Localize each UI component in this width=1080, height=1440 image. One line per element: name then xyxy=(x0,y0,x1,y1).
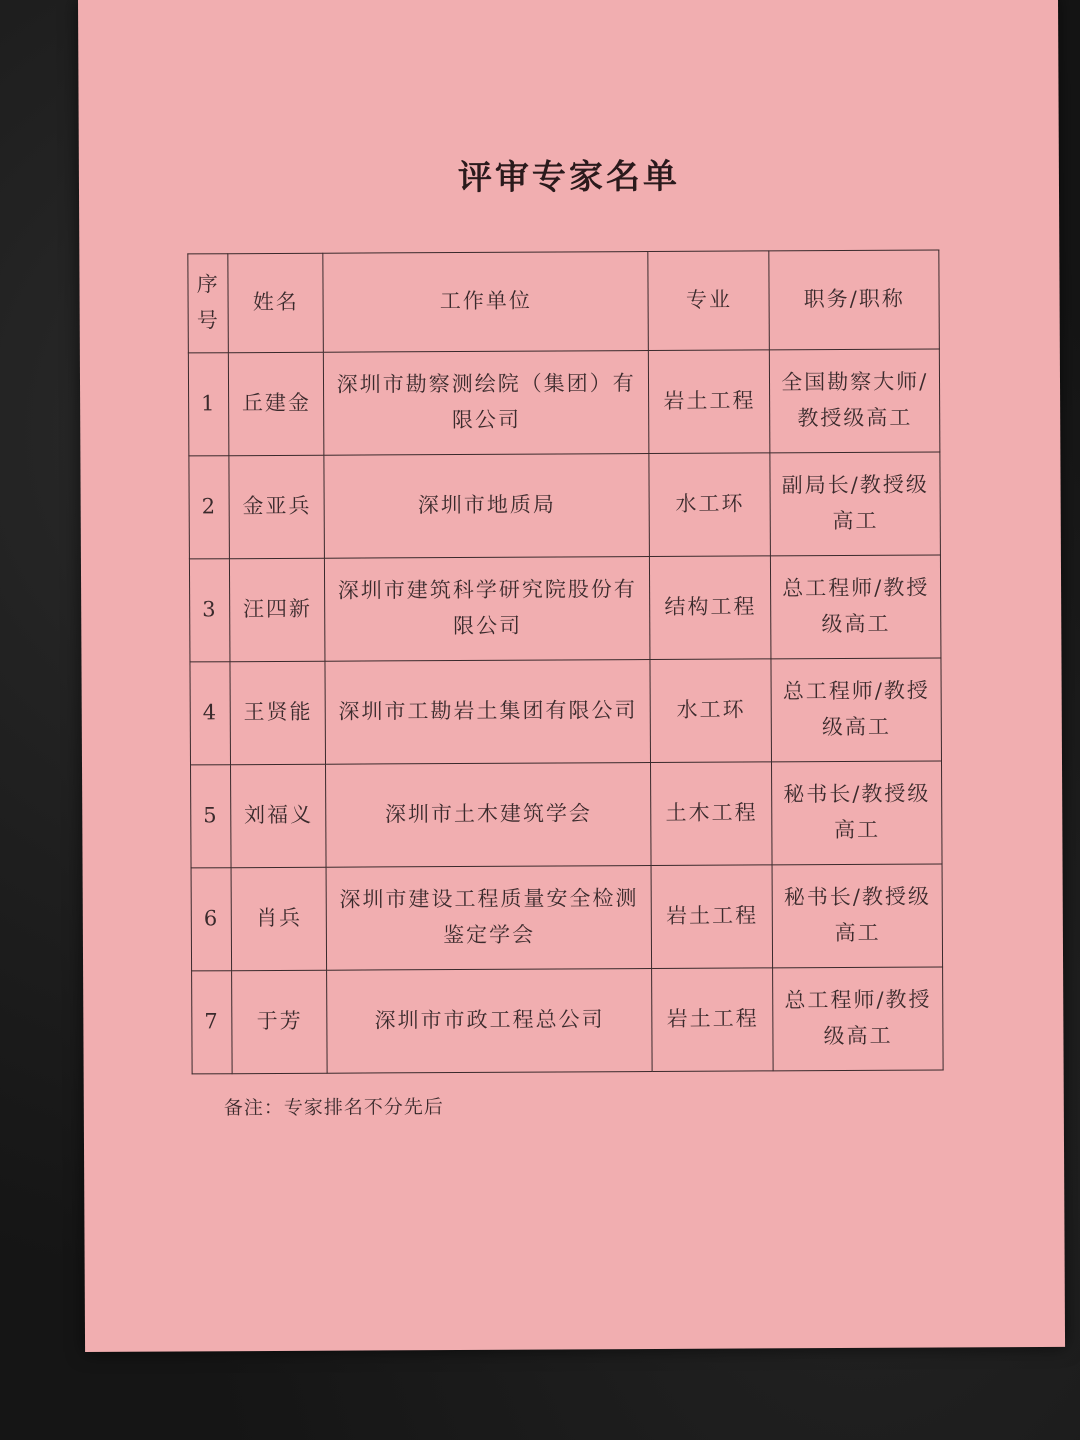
cell-major: 水工环 xyxy=(650,659,772,763)
header-title: 职务/职称 xyxy=(769,250,939,350)
cell-name: 刘福义 xyxy=(231,764,326,867)
cell-seq: 1 xyxy=(188,353,229,456)
cell-name: 王贤能 xyxy=(230,661,325,764)
cell-org: 深圳市工勘岩土集团有限公司 xyxy=(325,660,651,765)
table-row xyxy=(191,761,943,868)
cell-seq: 4 xyxy=(190,662,231,765)
cell-name: 于芳 xyxy=(232,970,327,1073)
cell-title: 总工程师/教授级高工 xyxy=(771,658,941,762)
cell-name: 金亚兵 xyxy=(229,455,324,558)
table-row xyxy=(189,555,941,662)
cell-seq: 2 xyxy=(189,456,230,559)
cell-name: 肖兵 xyxy=(231,867,326,970)
cell-org: 深圳市地质局 xyxy=(324,454,650,559)
table-row xyxy=(189,452,941,559)
cell-name: 丘建金 xyxy=(229,352,324,455)
cell-title: 总工程师/教授级高工 xyxy=(771,555,941,659)
table-header-row xyxy=(188,250,940,353)
cell-name: 汪四新 xyxy=(230,558,325,661)
cell-seq: 7 xyxy=(192,971,233,1074)
header-name: 姓名 xyxy=(228,253,323,352)
cell-title: 副局长/教授级高工 xyxy=(770,452,940,556)
document-sheet xyxy=(78,0,1065,1352)
header-seq: 序号 xyxy=(188,254,229,353)
cell-major: 岩土工程 xyxy=(649,350,771,454)
table-row xyxy=(190,658,942,765)
table-row xyxy=(191,864,943,971)
footnote: 备注：专家排名不分先后 xyxy=(223,1096,444,1120)
cell-title: 秘书长/教授级高工 xyxy=(772,761,942,865)
cell-org: 深圳市建筑科学研究院股份有限公司 xyxy=(325,557,651,662)
table-row xyxy=(192,967,944,1074)
expert-table xyxy=(187,249,943,1074)
document-title: 评审专家名单 xyxy=(457,156,681,199)
cell-major: 岩土工程 xyxy=(652,968,774,1072)
cell-title: 秘书长/教授级高工 xyxy=(772,864,942,968)
cell-seq: 6 xyxy=(191,868,232,971)
header-major: 专业 xyxy=(648,251,770,351)
cell-org: 深圳市土木建筑学会 xyxy=(326,763,652,868)
header-org: 工作单位 xyxy=(323,252,649,353)
cell-org: 深圳市建设工程质量安全检测鉴定学会 xyxy=(326,866,652,971)
table-row xyxy=(188,349,940,456)
cell-title: 总工程师/教授级高工 xyxy=(773,967,943,1071)
cell-seq: 5 xyxy=(191,765,232,868)
cell-org: 深圳市勘察测绘院（集团）有限公司 xyxy=(324,351,650,456)
cell-major: 水工环 xyxy=(649,453,771,557)
cell-seq: 3 xyxy=(189,559,230,662)
cell-org: 深圳市市政工程总公司 xyxy=(327,969,653,1074)
cell-title: 全国勘察大师/教授级高工 xyxy=(770,349,940,453)
cell-major: 结构工程 xyxy=(650,556,772,660)
cell-major: 土木工程 xyxy=(651,762,773,866)
cell-major: 岩土工程 xyxy=(651,865,773,969)
